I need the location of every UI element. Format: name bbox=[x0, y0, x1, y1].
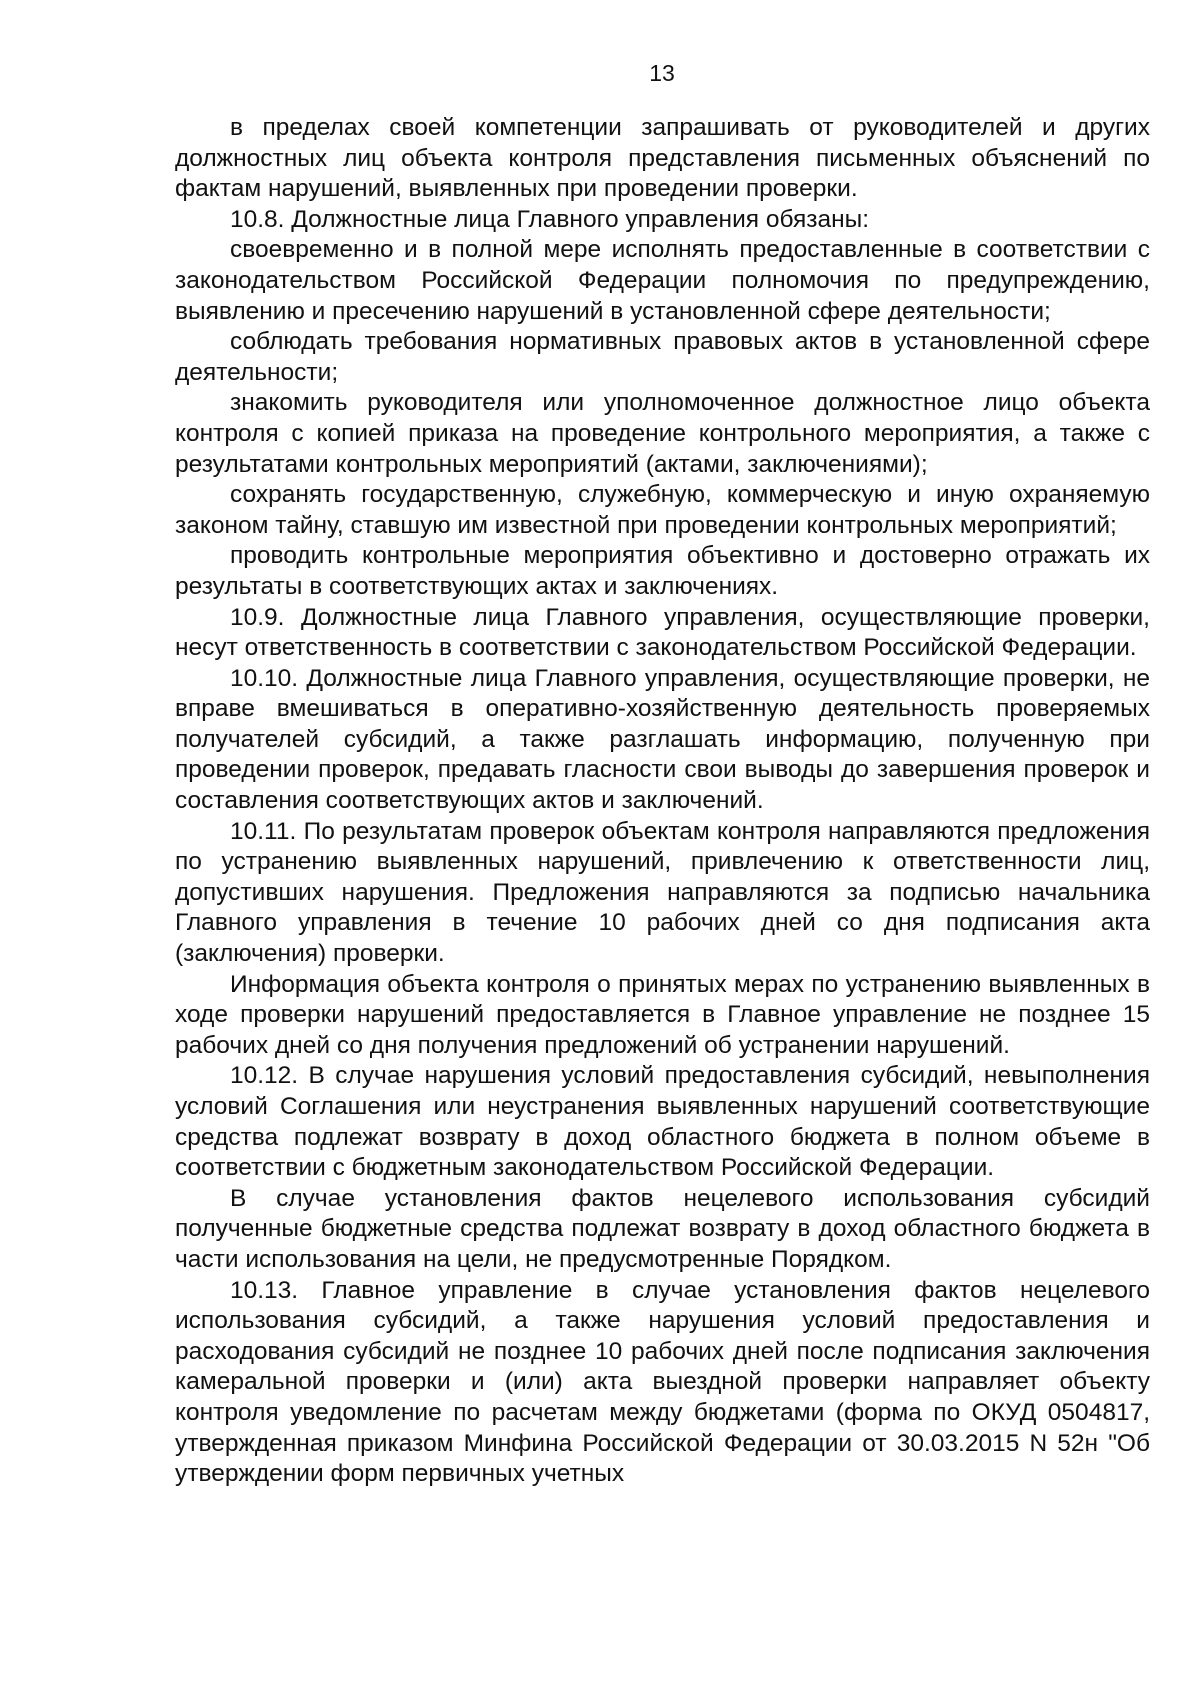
page-number: 13 bbox=[649, 60, 675, 86]
document-body bbox=[175, 113, 1150, 1490]
paragraph-misuse-return: В случае установления фактов нецелевого использования субсидий полученные бюджетные средства подлежат возврату в доход областного бюджета в части использования на цели, не предусмотренные Порядком. bbox=[175, 1184, 1150, 1273]
paragraph-10-10: 10.10. Должностные лица Главного управления, осуществляющие проверки, не вправе вмешиваться в оперативно-хозяйственную деятельность проверяемых получателей субсидий, а также разглашать информацию, полученную при проведении проверок, предавать гласности свои выводы до завершения проверок и составления соответствующих актов и заключений. bbox=[175, 664, 1150, 815]
paragraph-10-8-heading: 10.8. Должностные лица Главного управления обязаны: bbox=[230, 205, 870, 233]
paragraph-10-12: 10.12. В случае нарушения условий предоставления субсидий, невыполнения условий Соглашения или неустранения выявленных нарушений соответствующие средства подлежат возврату в доход областного бюджета в полном объеме в соответствии с бюджетным законодательством Российской Федерации. bbox=[175, 1062, 1150, 1182]
paragraph-10-11: 10.11. По результатам проверок объектам контроля направляются предложения по устранению выявленных нарушений, привлечению к ответственности лиц, допустивших нарушения. Предложения направляются за подписью начальника Главного управления в течение 10 рабочих дней со дня подписания акта (заключения) проверки. bbox=[175, 817, 1150, 968]
paragraph-duty-keep-secrets: сохранять государственную, служебную, коммерческую и иную охраняемую законом тайну, ставшую им известной при проведении контрольных мероприятий; bbox=[175, 481, 1150, 539]
paragraph-10-13: 10.13. Главное управление в случае установления фактов нецелевого использования субсидий, а также нарушения условий предоставления и расходования субсидий не позднее 10 рабочих дней после подписания заключения камеральной проверки и (или) акта выездной проверки направляет объекту контроля уведомление по расчетам между бюджетами (форма по ОКУД 0504817, утвержденная приказом Минфина Российской Федерации от 30.03.2015 N 52н "Об утверждении форм первичных учетных bbox=[175, 1276, 1150, 1488]
paragraph-duty-comply-requirements: соблюдать требования нормативных правовых актов в установленной сфере деятельности; bbox=[175, 328, 1150, 386]
paragraph-duty-exercise-powers: своевременно и в полной мере исполнять предоставленные в соответствии с законодательством Российской Федерации полномочия по предупреждению, выявлению и пресечению нарушений в установленной сфере деятельности; bbox=[175, 236, 1150, 325]
paragraph-request-explanations: в пределах своей компетенции запрашивать от руководителей и других должностных лиц объекта контроля представления письменных объяснений по фактам нарушений, выявленных при проведении проверки. bbox=[175, 114, 1150, 203]
paragraph-duty-inform-head: знакомить руководителя или уполномоченное должностное лицо объекта контроля с копией приказа на проведение контрольного мероприятия, а также с результатами контрольных мероприятий (актами, заключениями); bbox=[175, 389, 1150, 478]
paragraph-duty-objective-results: проводить контрольные мероприятия объективно и достоверно отражать их результаты в соответствующих актах и заключениях. bbox=[175, 542, 1150, 600]
paragraph-control-object-info: Информация объекта контроля о принятых мерах по устранению выявленных в ходе проверки нарушений предоставляется в Главное управление не позднее 15 рабочих дней со дня получения предложений об устранении нарушений. bbox=[175, 970, 1150, 1059]
paragraph-10-9: 10.9. Должностные лица Главного управления, осуществляющие проверки, несут ответственность в соответствии с законодательством Российской Федерации. bbox=[175, 603, 1150, 662]
